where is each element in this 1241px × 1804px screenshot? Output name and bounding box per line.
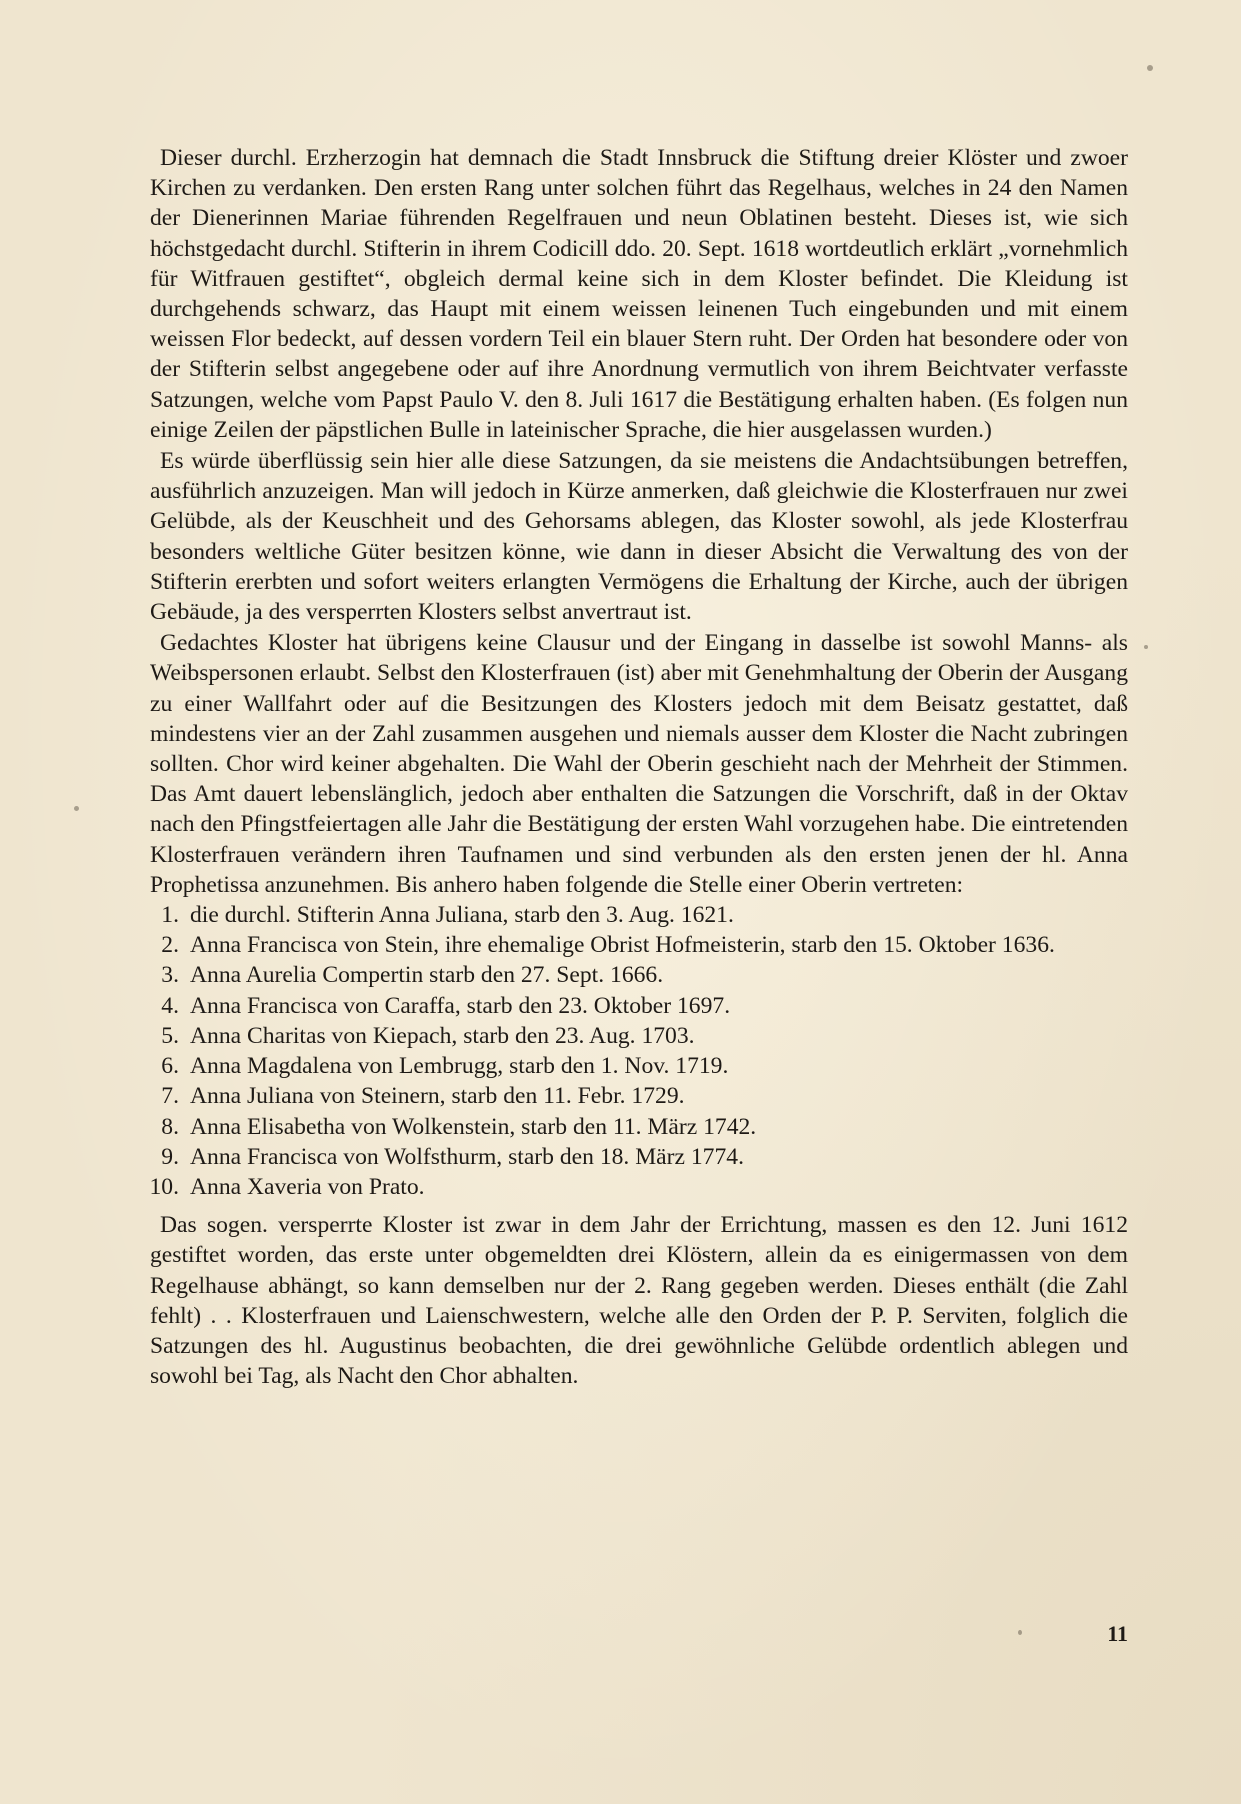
list-item-text: die durchl. Stifterin Anna Juliana, starb den 3. Aug. 1621. bbox=[190, 902, 734, 929]
paragraph-1: Dieser durchl. Erzherzogin hat demnach die Stadt Innsbruck die Stiftung dreier Klöster und zwoer Kirchen zu verdanken. Den ersten Rang unter solchen führt das Regelhaus, welches in 24 den Namen der Dienerinnen Mariae führenden Regelfrauen und neun Oblatinen besteht. Dieses ist, wie sich höchstgedacht durchl. Stifterin in ihrem Codicill ddo. 20. Sept. 1618 wortdeutlich erklärt „vornehmlich für Witfrauen gestiftet“, obgleich dermal keine sich in dem Kloster befindet. Die Kleidung ist durchgehends schwarz, das Haupt mit einem weissen leinenen Tuch eingebunden und mit einem weissen Flor bedeckt, auf dessen vordern Teil ein blauer Stern ruht. Der Orden hat besondere oder von der Stifterin selbst angegebene oder auf ihre Anordnung vermutlich von ihrem Beichtvater verfasste Satzungen, welche vom Papst Paulo V. den 8. Juli 1617 die Bestätigung erhalten haben. (Es folgen nun einige Zeilen der päpstlichen Bulle in lateinischer Sprache, die hier ausgelassen wurden.) bbox=[150, 145, 1128, 443]
paper-speck bbox=[1144, 645, 1148, 649]
list-item bbox=[150, 930, 1128, 960]
paragraph-2: Es würde überflüssig sein hier alle diese Satzungen, da sie meistens die Andachtsübungen betreffen, ausführlich anzuzeigen. Man will jedoch in Kürze anmerken, daß gleichwie die Klosterfrauen nur zwei Gelübde, als der Keuschheit und des Gehorsams ablegen, das Kloster sowohl, als jede Klosterfrau besonders weltliche Güter besitzen könne, wie dann in dieser Absicht die Verwaltung des von der Stifterin ererbten und sofort weiters erlangten Vermögens die Erhaltung der Kirche, auch der übrigen Gebäude, ja des versperrten Klosters selbst anvertraut ist. bbox=[150, 448, 1128, 626]
list-item-number: 9. bbox=[161, 1143, 179, 1170]
paper-speck bbox=[1147, 65, 1153, 71]
paper-speck bbox=[1018, 1630, 1022, 1635]
list-item-text: Anna Xaveria von Prato. bbox=[190, 1173, 425, 1200]
list-item-number: 5. bbox=[161, 1022, 179, 1049]
list-item-number: 3. bbox=[161, 962, 179, 989]
list-item-number: 1. bbox=[161, 902, 179, 929]
list-item-text: Anna Charitas von Kiepach, starb den 23. Aug. 1703. bbox=[190, 1022, 695, 1049]
list-item bbox=[150, 1081, 1128, 1111]
page-number: 11 bbox=[1107, 1621, 1128, 1646]
list-item-number: 8. bbox=[161, 1113, 179, 1140]
paragraph-3: Gedachtes Kloster hat übrigens keine Clausur und der Eingang in dasselbe ist sowohl Manns- als Weibspersonen erlaubt. Selbst den Klosterfrauen (ist) aber mit Genehmhaltung der Oberin der Ausgang zu einer Wallfahrt oder auf die Besitzungen des Klosters jedoch mit dem Beisatz gestattet, daß mindestens vier an der Zahl zusammen ausgehen und niemals ausser dem Kloster die Nacht zubringen sollten. Chor wird keiner abgehalten. Die Wahl der Oberin geschieht nach der Mehrheit der Stimmen. Das Amt dauert lebenslänglich, jedoch aber enthalten die Satzungen die Vorschrift, daß in der Oktav nach den Pfingstfeiertagen alle Jahr die Bestätigung der ersten Wahl vorzugehen habe. Die eintretenden Klosterfrauen verändern ihren Taufnamen und sind verbunden als den ersten jenen der hl. Anna Prophetissa anzunehmen. Bis anhero haben folgende die Stelle einer Oberin vertreten: bbox=[150, 630, 1128, 898]
list-item bbox=[150, 1021, 1128, 1051]
list-item-number: 10. bbox=[149, 1173, 179, 1200]
list-item bbox=[150, 900, 1128, 930]
list-item bbox=[150, 1142, 1128, 1172]
list-item bbox=[150, 1051, 1128, 1081]
list-item-text: Anna Elisabetha von Wolkenstein, starb den 11. März 1742. bbox=[190, 1113, 757, 1140]
list-item-number: 7. bbox=[161, 1083, 179, 1110]
list-item bbox=[150, 991, 1128, 1021]
list-item-text: Anna Francisca von Stein, ihre ehemalige Obrist Hofmeisterin, starb den 15. Oktober 1636. bbox=[190, 932, 1055, 959]
document-page bbox=[150, 143, 1128, 1391]
list-item-text: Anna Magdalena von Lembrugg, starb den 1. Nov. 1719. bbox=[190, 1053, 729, 1080]
list-item-text: Anna Aurelia Compertin starb den 27. Sept. 1666. bbox=[190, 962, 664, 989]
list-item-text: Anna Francisca von Caraffa, starb den 23. Oktober 1697. bbox=[190, 992, 731, 1019]
list-item-number: 2. bbox=[161, 932, 179, 959]
list-item-text: Anna Juliana von Steinern, starb den 11. Febr. 1729. bbox=[190, 1083, 685, 1110]
list-item bbox=[150, 1172, 1128, 1202]
oberin-list bbox=[150, 900, 1128, 1202]
list-item-number: 4. bbox=[161, 992, 179, 1019]
paragraph-closing: Das sogen. versperrte Kloster ist zwar in dem Jahr der Errichtung, massen es den 12. Juni 1612 gestiftet worden, das erste unter obgemeldten drei Klöstern, allein da es einigermassen von dem Regelhause abhängt, so kann demselben nur der 2. Rang gegeben werden. Dieses enthält (die Zahl fehlt) . . Klosterfrauen und Laienschwestern, welche alle den Orden der P. P. Serviten, folglich die Satzungen des hl. Augustinus beobachten, die drei gewöhnliche Gelübde ordentlich ablegen und sowohl bei Tag, als Nacht den Chor abhalten. bbox=[150, 1212, 1128, 1390]
list-item bbox=[150, 960, 1128, 990]
list-item-number: 6. bbox=[161, 1053, 179, 1080]
list-item bbox=[150, 1112, 1128, 1142]
list-item-text: Anna Francisca von Wolfsthurm, starb den 18. März 1774. bbox=[190, 1143, 744, 1170]
paper-speck bbox=[74, 806, 79, 811]
